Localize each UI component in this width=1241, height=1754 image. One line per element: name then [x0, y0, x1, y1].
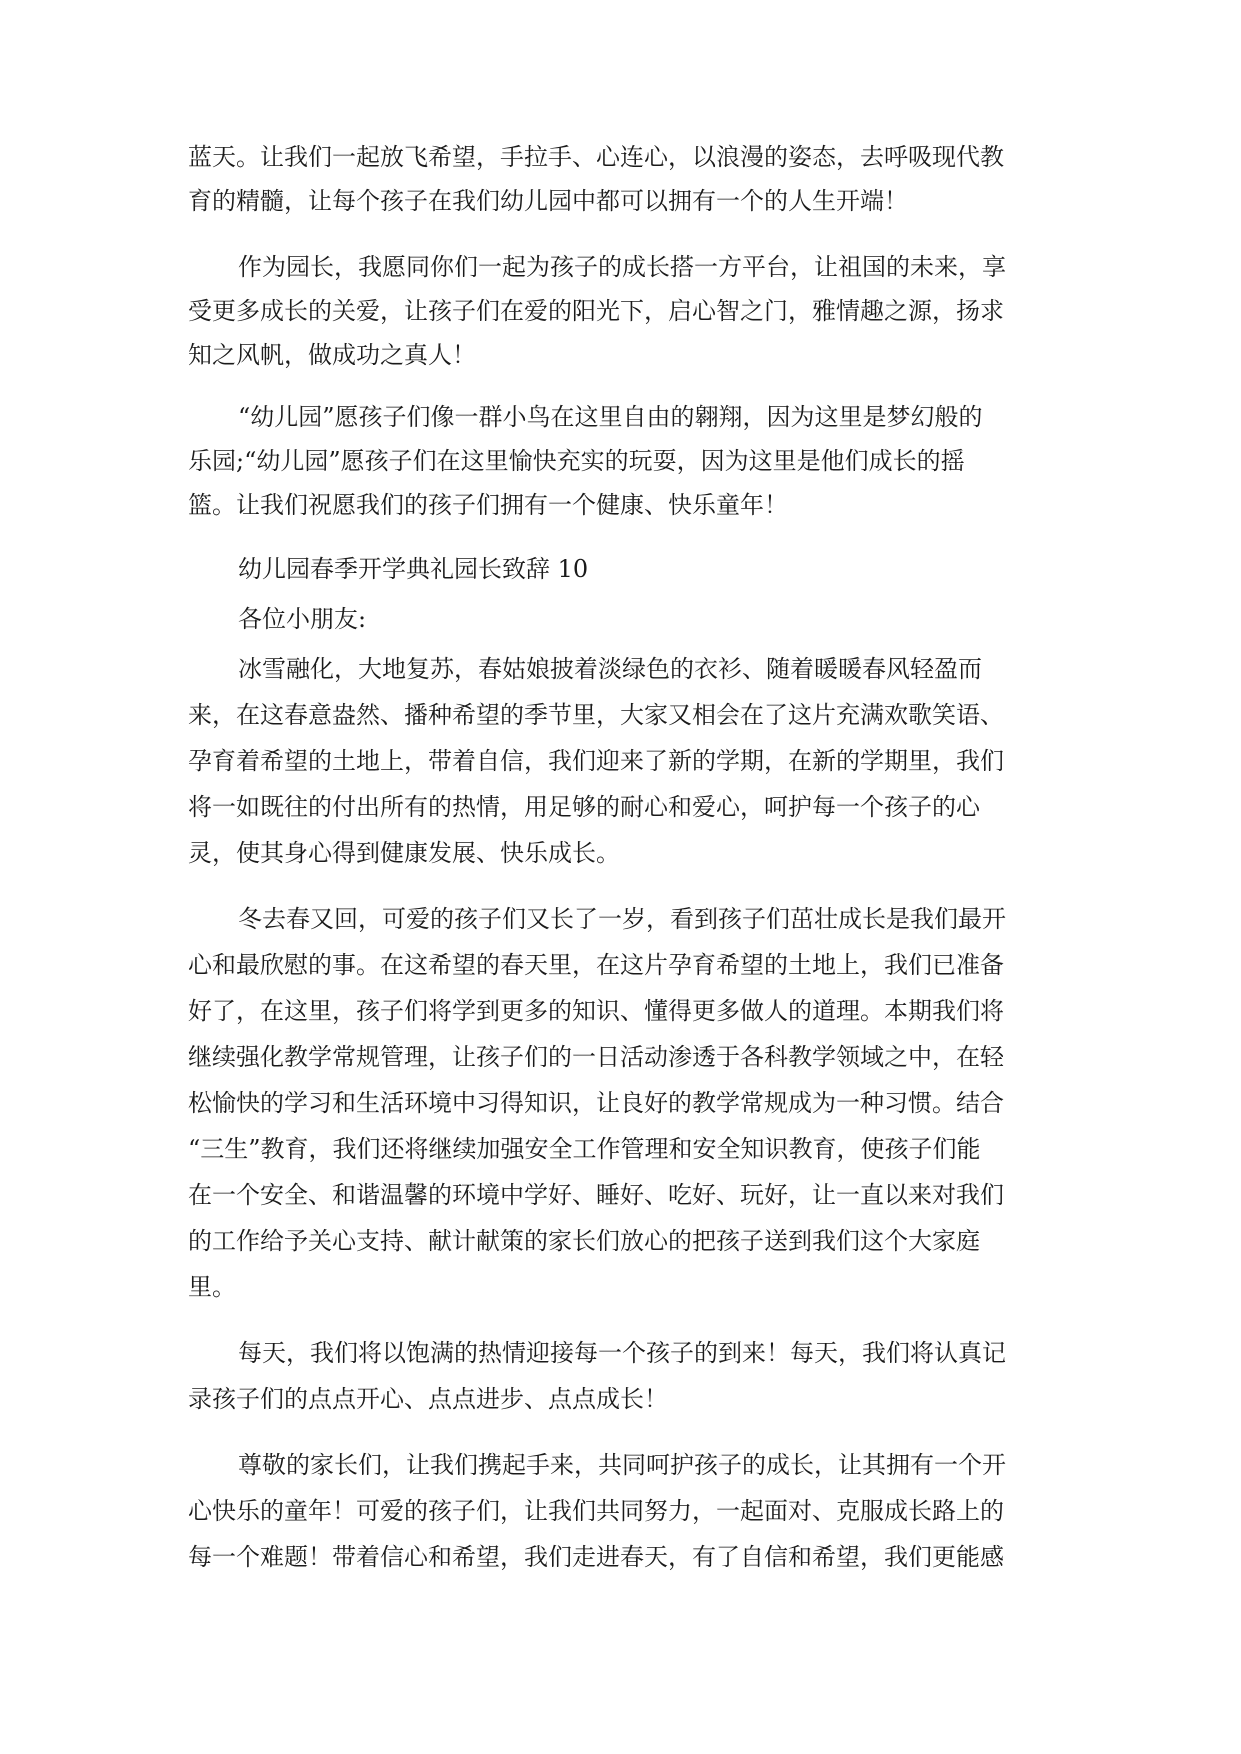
text-line: 每一个难题！带着信心和希望，我们走进春天，有了自信和希望，我们更能感 [188, 1543, 1004, 1571]
text-line: 育的精髓，让每个孩子在我们幼儿园中都可以拥有一个的人生开端！ [188, 187, 908, 215]
text-line: 松愉快的学习和生活环境中习得知识，让良好的教学常规成为一种习惯。结合 [188, 1089, 1004, 1117]
text-line: 继续强化教学常规管理，让孩子们的一日活动渗透于各科教学领域之中，在轻 [188, 1043, 1004, 1071]
text-line: 好了，在这里，孩子们将学到更多的知识、懂得更多做人的道理。本期我们将 [188, 997, 1004, 1025]
text-line: 受更多成长的关爱，让孩子们在爱的阳光下，启心智之门，雅情趣之源，扬求 [188, 297, 1004, 325]
text-line: 里。 [188, 1273, 236, 1301]
text-line: 篮。让我们祝愿我们的孩子们拥有一个健康、快乐童年！ [188, 491, 788, 519]
text-line: 心和最欣慰的事。在这希望的春天里，在这片孕育希望的土地上，我们已准备 [188, 951, 1004, 979]
paragraph-first-line: 冰雪融化，大地复苏，春姑娘披着淡绿色的衣衫、随着暖暖春风轻盈而 [238, 655, 982, 683]
salutation: 各位小朋友: [238, 605, 367, 633]
paragraph-first-line: 每天，我们将以饱满的热情迎接每一个孩子的到来！每天，我们将认真记 [238, 1339, 1006, 1367]
text-line: 孕育着希望的土地上，带着自信，我们迎来了新的学期，在新的学期里，我们 [188, 747, 1004, 775]
paragraph-first-line: 冬去春又回，可爱的孩子们又长了一岁，看到孩子们茁壮成长是我们最开 [238, 905, 1006, 933]
paragraph-first-line: 尊敬的家长们，让我们携起手来，共同呵护孩子的成长，让其拥有一个开 [238, 1451, 1006, 1479]
paragraph-first-line: “幼儿园”愿孩子们像一群小鸟在这里自由的翱翔，因为这里是梦幻般的 [238, 403, 983, 431]
text-line: 心快乐的童年！可爱的孩子们，让我们共同努力，一起面对、克服成长路上的 [188, 1497, 1004, 1525]
section-title: 幼儿园春季开学典礼园长致辞 10 [238, 555, 589, 583]
text-line: “三生”教育，我们还将继续加强安全工作管理和安全知识教育，使孩子们能 [188, 1135, 981, 1163]
text-line: 的工作给予关心支持、献计献策的家长们放心的把孩子送到我们这个大家庭 [188, 1227, 980, 1255]
text-line: 知之风帆，做成功之真人！ [188, 341, 476, 369]
text-line: 乐园;“幼儿园”愿孩子们在这里愉快充实的玩耍，因为这里是他们成长的摇 [188, 447, 965, 475]
text-line: 来，在这春意盎然、播种希望的季节里，大家又相会在了这片充满欢歌笑语、 [188, 701, 1004, 729]
text-line: 蓝天。让我们一起放飞希望，手拉手、心连心，以浪漫的姿态，去呼吸现代教 [188, 143, 1004, 171]
text-line: 在一个安全、和谐温馨的环境中学好、睡好、吃好、玩好，让一直以来对我们 [188, 1181, 1004, 1209]
text-line: 录孩子们的点点开心、点点进步、点点成长！ [188, 1385, 668, 1413]
text-line: 将一如既往的付出所有的热情，用足够的耐心和爱心，呵护每一个孩子的心 [188, 793, 980, 821]
paragraph-first-line: 作为园长，我愿同你们一起为孩子的成长搭一方平台，让祖国的未来，享 [238, 253, 1006, 281]
text-line: 灵，使其身心得到健康发展、快乐成长。 [188, 839, 620, 867]
